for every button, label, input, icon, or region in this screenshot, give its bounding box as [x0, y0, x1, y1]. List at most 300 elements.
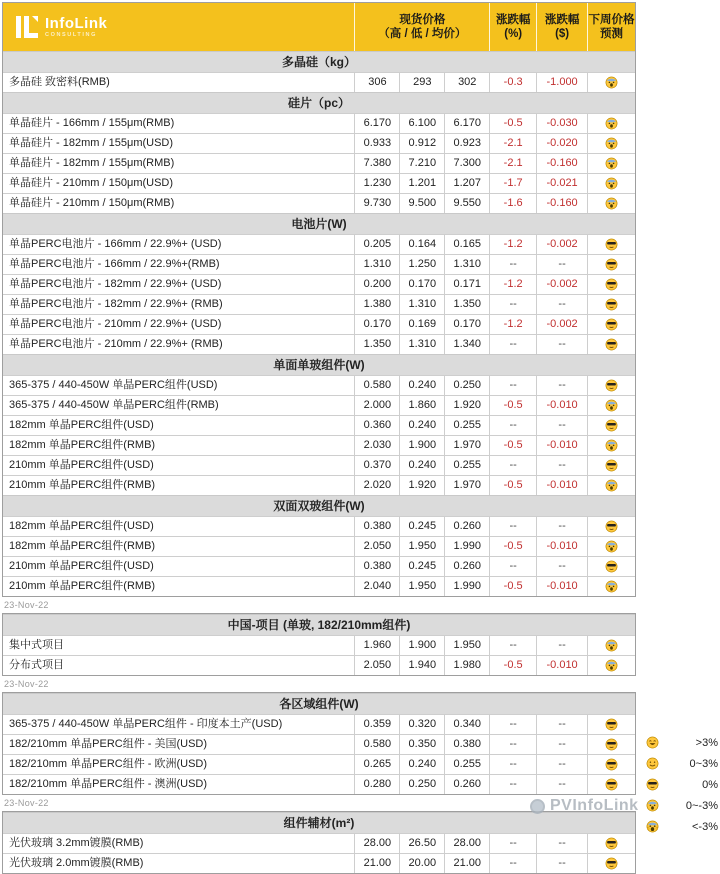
forecast-cell — [587, 315, 635, 334]
change-pct: -0.5 — [489, 577, 536, 596]
table-row — [3, 635, 635, 655]
price-avg: 7.300 — [444, 154, 489, 173]
row-label: 210mm 单晶PERC组件(USD) — [9, 560, 154, 572]
change-pct: -- — [489, 295, 536, 314]
table-block — [2, 811, 636, 874]
table-row — [3, 435, 635, 455]
row-label: 182mm 单晶PERC组件(USD) — [9, 520, 154, 532]
cool-face-icon — [605, 258, 618, 271]
change-pct: -- — [489, 517, 536, 536]
table-row — [3, 294, 635, 314]
price-avg: 9.550 — [444, 194, 489, 213]
table-row — [3, 415, 635, 435]
price-tables — [2, 2, 636, 874]
row-label: 210mm 单晶PERC组件(RMB) — [9, 580, 156, 592]
table-block — [2, 613, 636, 690]
fearful-face-icon — [646, 799, 659, 812]
price-avg: 0.255 — [444, 456, 489, 475]
forecast-cell — [587, 834, 635, 853]
price-high: 0.280 — [354, 775, 399, 794]
price-low: 293 — [399, 73, 444, 92]
forecast-cell — [587, 517, 635, 536]
infolink-logo-icon — [13, 14, 39, 40]
change-pct: -1.7 — [489, 174, 536, 193]
forecast-cell — [587, 376, 635, 395]
price-high: 0.380 — [354, 557, 399, 576]
forecast-cell — [587, 456, 635, 475]
cool-face-icon — [605, 338, 618, 351]
forecast-cell — [587, 715, 635, 734]
price-low: 0.250 — [399, 775, 444, 794]
price-low: 0.169 — [399, 315, 444, 334]
change-pct: -- — [489, 335, 536, 354]
price-avg: 1.990 — [444, 577, 489, 596]
price-high: 0.170 — [354, 315, 399, 334]
table-row — [3, 234, 635, 254]
row-label: 分布式项目 — [9, 659, 64, 671]
cool-face-icon — [605, 298, 618, 311]
change-abs: -0.030 — [536, 114, 587, 133]
row-label: 多晶硅 致密料(RMB) — [9, 76, 110, 88]
forecast-cell — [587, 557, 635, 576]
column-header-spot-price — [354, 3, 489, 51]
section-header: 各区域组件(W) — [3, 693, 635, 714]
table-row — [3, 556, 635, 576]
change-abs: -- — [536, 715, 587, 734]
change-pct: -2.1 — [489, 134, 536, 153]
price-avg: 0.260 — [444, 775, 489, 794]
change-pct: -- — [489, 834, 536, 853]
change-pct: -2.1 — [489, 154, 536, 173]
change-abs: -0.020 — [536, 134, 587, 153]
row-label: 单晶硅片 - 166mm / 155μm(RMB) — [9, 117, 175, 129]
row-label: 单晶硅片 - 210mm / 150μm(USD) — [9, 177, 174, 189]
change-abs: -- — [536, 335, 587, 354]
price-high: 7.380 — [354, 154, 399, 173]
watermark — [530, 797, 639, 815]
price-avg: 1.207 — [444, 174, 489, 193]
forecast-cell — [587, 436, 635, 455]
column-header-change-pct — [489, 3, 536, 51]
change-pct: -- — [489, 735, 536, 754]
legend-item — [646, 753, 718, 774]
price-low: 1.950 — [399, 577, 444, 596]
row-label: 182/210mm 单晶PERC组件 - 美国(USD) — [9, 738, 208, 750]
price-avg: 1.990 — [444, 537, 489, 556]
table-row — [3, 853, 635, 873]
price-avg: 1.920 — [444, 396, 489, 415]
price-low: 9.500 — [399, 194, 444, 213]
change-abs: -0.010 — [536, 537, 587, 556]
price-avg: 0.255 — [444, 416, 489, 435]
price-avg: 1.350 — [444, 295, 489, 314]
row-label: 单晶硅片 - 182mm / 155μm(USD) — [9, 137, 174, 149]
change-abs: -- — [536, 775, 587, 794]
change-abs-line2: ($) — [555, 28, 570, 40]
table-row — [3, 153, 635, 173]
price-low: 1.940 — [399, 656, 444, 675]
price-low: 0.350 — [399, 735, 444, 754]
price-table — [2, 692, 636, 795]
price-high: 0.933 — [354, 134, 399, 153]
price-high: 2.050 — [354, 656, 399, 675]
forecast-line2: 预测 — [600, 28, 624, 40]
change-pct: -0.3 — [489, 73, 536, 92]
fearful-face-icon — [605, 580, 618, 593]
price-low: 0.170 — [399, 275, 444, 294]
price-high: 0.360 — [354, 416, 399, 435]
fearful-face-icon — [605, 76, 618, 89]
row-label: 365-375 / 440-450W 单晶PERC组件(RMB) — [9, 399, 219, 411]
change-abs: -- — [536, 416, 587, 435]
row-label: 182mm 单晶PERC组件(USD) — [9, 419, 154, 431]
change-pct: -0.5 — [489, 476, 536, 495]
fearful-face-icon — [605, 479, 618, 492]
price-low: 7.210 — [399, 154, 444, 173]
price-low: 1.310 — [399, 295, 444, 314]
price-low: 1.860 — [399, 396, 444, 415]
spot-price-line2: （高 / 低 / 均价） — [378, 28, 467, 40]
price-avg: 1.950 — [444, 636, 489, 655]
price-low: 0.245 — [399, 517, 444, 536]
price-avg: 1.310 — [444, 255, 489, 274]
table-row — [3, 655, 635, 675]
price-table — [2, 811, 636, 874]
price-high: 306 — [354, 73, 399, 92]
date-label: 23-Nov-22 — [4, 798, 49, 808]
table-block — [2, 2, 636, 611]
table-row — [3, 314, 635, 334]
cool-face-icon — [605, 379, 618, 392]
table-header — [3, 3, 635, 51]
price-avg: 0.165 — [444, 235, 489, 254]
price-low: 0.164 — [399, 235, 444, 254]
price-avg: 0.340 — [444, 715, 489, 734]
forecast-cell — [587, 255, 635, 274]
column-header-forecast — [587, 3, 635, 51]
price-low: 0.240 — [399, 755, 444, 774]
change-abs: -1.000 — [536, 73, 587, 92]
change-pct: -- — [489, 755, 536, 774]
change-abs: -0.010 — [536, 476, 587, 495]
price-high: 0.580 — [354, 735, 399, 754]
row-label: 光伏玻璃 3.2mm镀膜(RMB) — [9, 837, 144, 849]
change-pct: -0.5 — [489, 537, 536, 556]
price-high: 1.380 — [354, 295, 399, 314]
fearful-face-icon — [605, 439, 618, 452]
price-low: 1.310 — [399, 335, 444, 354]
fearful-face-icon — [605, 117, 618, 130]
table-row — [3, 193, 635, 213]
price-avg: 0.171 — [444, 275, 489, 294]
change-pct: -1.2 — [489, 315, 536, 334]
table-row — [3, 334, 635, 354]
forecast-line1: 下周价格 — [588, 14, 635, 26]
table-row — [3, 274, 635, 294]
row-label: 单晶硅片 - 210mm / 150μm(RMB) — [9, 197, 175, 209]
row-label: 单晶PERC电池片 - 182mm / 22.9%+ (RMB) — [9, 298, 223, 310]
change-abs: -0.010 — [536, 656, 587, 675]
price-high: 0.200 — [354, 275, 399, 294]
change-pct: -- — [489, 456, 536, 475]
change-pct-line2: (%) — [504, 28, 523, 40]
forecast-cell — [587, 114, 635, 133]
cool-face-icon — [605, 560, 618, 573]
legend-label: 0% — [702, 778, 718, 791]
legend-label: 0~-3% — [685, 799, 718, 812]
date-label: 23-Nov-22 — [4, 679, 49, 689]
section-header: 中国-项目 (单玻, 182/210mm组件) — [3, 614, 635, 635]
change-abs: -- — [536, 255, 587, 274]
change-pct: -- — [489, 636, 536, 655]
forecast-cell — [587, 537, 635, 556]
forecast-cell — [587, 656, 635, 675]
cool-face-icon — [605, 857, 618, 870]
row-label: 单晶PERC电池片 - 166mm / 22.9%+(RMB) — [9, 258, 220, 270]
price-high: 9.730 — [354, 194, 399, 213]
change-abs-line1: 涨跌幅 — [544, 14, 580, 26]
fearful-face-icon — [605, 540, 618, 553]
row-label: 365-375 / 440-450W 单晶PERC组件(USD) — [9, 379, 218, 391]
change-pct: -- — [489, 854, 536, 873]
logo-text — [45, 16, 107, 39]
row-label: 210mm 单晶PERC组件(USD) — [9, 459, 154, 471]
table-row — [3, 72, 635, 92]
legend-label: >3% — [695, 736, 718, 749]
price-high: 0.370 — [354, 456, 399, 475]
change-abs: -0.002 — [536, 275, 587, 294]
price-high: 2.050 — [354, 537, 399, 556]
price-low: 1.201 — [399, 174, 444, 193]
forecast-cell — [587, 577, 635, 596]
fearful-face-icon — [605, 399, 618, 412]
change-pct: -- — [489, 775, 536, 794]
forecast-cell — [587, 194, 635, 213]
price-high: 6.170 — [354, 114, 399, 133]
table-row — [3, 133, 635, 153]
legend-item — [646, 774, 718, 795]
price-avg: 1.970 — [444, 436, 489, 455]
change-abs: -- — [536, 517, 587, 536]
price-high: 1.960 — [354, 636, 399, 655]
change-pct: -- — [489, 255, 536, 274]
price-avg: 0.255 — [444, 755, 489, 774]
price-low: 0.912 — [399, 134, 444, 153]
grin-face-icon — [646, 736, 659, 749]
change-abs: -- — [536, 834, 587, 853]
change-abs: -0.002 — [536, 315, 587, 334]
change-abs: -- — [536, 557, 587, 576]
cool-face-icon — [605, 459, 618, 472]
table-row — [3, 576, 635, 596]
row-label: 365-375 / 440-450W 单晶PERC组件 - 印度本土产(USD) — [9, 718, 283, 730]
change-abs: -- — [536, 376, 587, 395]
price-high: 1.230 — [354, 174, 399, 193]
fearful-face-icon — [605, 639, 618, 652]
price-high: 0.580 — [354, 376, 399, 395]
forecast-cell — [587, 775, 635, 794]
price-avg: 28.00 — [444, 834, 489, 853]
price-low: 26.50 — [399, 834, 444, 853]
price-avg: 0.260 — [444, 557, 489, 576]
price-high: 1.310 — [354, 255, 399, 274]
change-abs: -0.160 — [536, 154, 587, 173]
price-avg: 1.970 — [444, 476, 489, 495]
price-high: 0.380 — [354, 517, 399, 536]
price-high: 2.000 — [354, 396, 399, 415]
cool-face-icon — [605, 778, 618, 791]
change-pct: -- — [489, 715, 536, 734]
row-label: 182mm 单晶PERC组件(RMB) — [9, 540, 156, 552]
change-abs: -0.160 — [536, 194, 587, 213]
table-row — [3, 516, 635, 536]
cool-face-icon — [605, 837, 618, 850]
change-abs: -- — [536, 636, 587, 655]
price-avg: 0.380 — [444, 735, 489, 754]
price-high: 0.359 — [354, 715, 399, 734]
forecast-cell — [587, 134, 635, 153]
forecast-cell — [587, 335, 635, 354]
change-abs: -- — [536, 295, 587, 314]
change-abs: -- — [536, 456, 587, 475]
cool-face-icon — [605, 278, 618, 291]
spot-price-line1: 现货价格 — [399, 14, 446, 26]
price-table — [2, 2, 636, 597]
table-row — [3, 774, 635, 794]
price-table — [2, 613, 636, 676]
change-pct: -- — [489, 376, 536, 395]
price-low: 0.240 — [399, 416, 444, 435]
smile-face-icon — [646, 757, 659, 770]
row-label: 集中式项目 — [9, 639, 64, 651]
change-pct: -0.5 — [489, 396, 536, 415]
section-header: 组件辅材(m²) — [3, 812, 635, 833]
cool-face-icon — [605, 419, 618, 432]
scream-face-icon — [646, 820, 659, 833]
price-low: 20.00 — [399, 854, 444, 873]
price-avg: 302 — [444, 73, 489, 92]
price-low: 6.100 — [399, 114, 444, 133]
forecast-cell — [587, 73, 635, 92]
forecast-cell — [587, 755, 635, 774]
forecast-cell — [587, 154, 635, 173]
table-row — [3, 173, 635, 193]
watermark-text: PVInfoLink — [550, 797, 639, 814]
price-high: 2.040 — [354, 577, 399, 596]
price-low: 1.250 — [399, 255, 444, 274]
row-label: 210mm 单晶PERC组件(RMB) — [9, 479, 156, 491]
change-abs: -0.002 — [536, 235, 587, 254]
row-label: 182mm 单晶PERC组件(RMB) — [9, 439, 156, 451]
cool-face-icon — [605, 738, 618, 751]
price-low: 1.920 — [399, 476, 444, 495]
legend-item — [646, 795, 718, 816]
change-pct: -- — [489, 557, 536, 576]
price-avg: 1.980 — [444, 656, 489, 675]
price-high: 1.350 — [354, 335, 399, 354]
price-avg: 21.00 — [444, 854, 489, 873]
change-pct: -- — [489, 416, 536, 435]
section-header: 硅片（pc） — [3, 92, 635, 113]
row-label: 单晶硅片 - 182mm / 155μm(RMB) — [9, 157, 175, 169]
section-header: 双面双玻组件(W) — [3, 495, 635, 516]
price-high: 0.205 — [354, 235, 399, 254]
forecast-cell — [587, 416, 635, 435]
table-block — [2, 692, 636, 809]
fearful-face-icon — [605, 659, 618, 672]
price-low: 0.240 — [399, 376, 444, 395]
cool-face-icon — [605, 758, 618, 771]
table-row — [3, 714, 635, 734]
row-label: 单晶PERC电池片 - 182mm / 22.9%+ (USD) — [9, 278, 222, 290]
table-row — [3, 375, 635, 395]
cool-face-icon — [605, 520, 618, 533]
table-row — [3, 754, 635, 774]
change-abs: -0.010 — [536, 436, 587, 455]
price-avg: 1.340 — [444, 335, 489, 354]
price-avg: 0.260 — [444, 517, 489, 536]
fearful-face-icon — [605, 157, 618, 170]
logo-brand: InfoLink — [45, 14, 108, 32]
price-high: 28.00 — [354, 834, 399, 853]
legend-label: 0~3% — [689, 757, 718, 770]
cool-face-icon — [605, 318, 618, 331]
table-row — [3, 734, 635, 754]
infolink-logo — [3, 3, 354, 51]
legend-item — [646, 732, 718, 753]
date-label: 23-Nov-22 — [4, 600, 49, 610]
forecast-cell — [587, 854, 635, 873]
forecast-cell — [587, 396, 635, 415]
change-abs: -- — [536, 735, 587, 754]
price-high: 0.265 — [354, 755, 399, 774]
row-label: 182/210mm 单晶PERC组件 - 欧洲(USD) — [9, 758, 208, 770]
price-low: 0.245 — [399, 557, 444, 576]
price-low: 1.950 — [399, 537, 444, 556]
price-low: 1.900 — [399, 636, 444, 655]
change-pct: -0.5 — [489, 436, 536, 455]
table-row — [3, 254, 635, 274]
forecast-cell — [587, 235, 635, 254]
table-row — [3, 833, 635, 853]
watermark-logo-icon — [530, 799, 545, 814]
forecast-cell — [587, 174, 635, 193]
forecast-cell — [587, 476, 635, 495]
section-header: 多晶硅（kg） — [3, 51, 635, 72]
price-avg: 6.170 — [444, 114, 489, 133]
price-high: 21.00 — [354, 854, 399, 873]
fearful-face-icon — [605, 197, 618, 210]
column-header-change-abs — [536, 3, 587, 51]
change-abs: -0.010 — [536, 577, 587, 596]
table-row — [3, 113, 635, 133]
cool-face-icon — [646, 778, 659, 791]
price-low: 1.900 — [399, 436, 444, 455]
change-abs: -- — [536, 854, 587, 873]
forecast-cell — [587, 735, 635, 754]
logo-subtitle: CONSULTING — [45, 31, 97, 38]
forecast-cell — [587, 295, 635, 314]
change-pct: -0.5 — [489, 114, 536, 133]
price-high: 2.030 — [354, 436, 399, 455]
forecast-legend — [646, 732, 718, 837]
row-label: 单晶PERC电池片 - 166mm / 22.9%+ (USD) — [9, 238, 222, 250]
row-label: 单晶PERC电池片 - 210mm / 22.9%+ (RMB) — [9, 338, 223, 350]
cool-face-icon — [605, 718, 618, 731]
fearful-face-icon — [605, 137, 618, 150]
section-header: 电池片(W) — [3, 213, 635, 234]
legend-label: <-3% — [692, 820, 718, 833]
